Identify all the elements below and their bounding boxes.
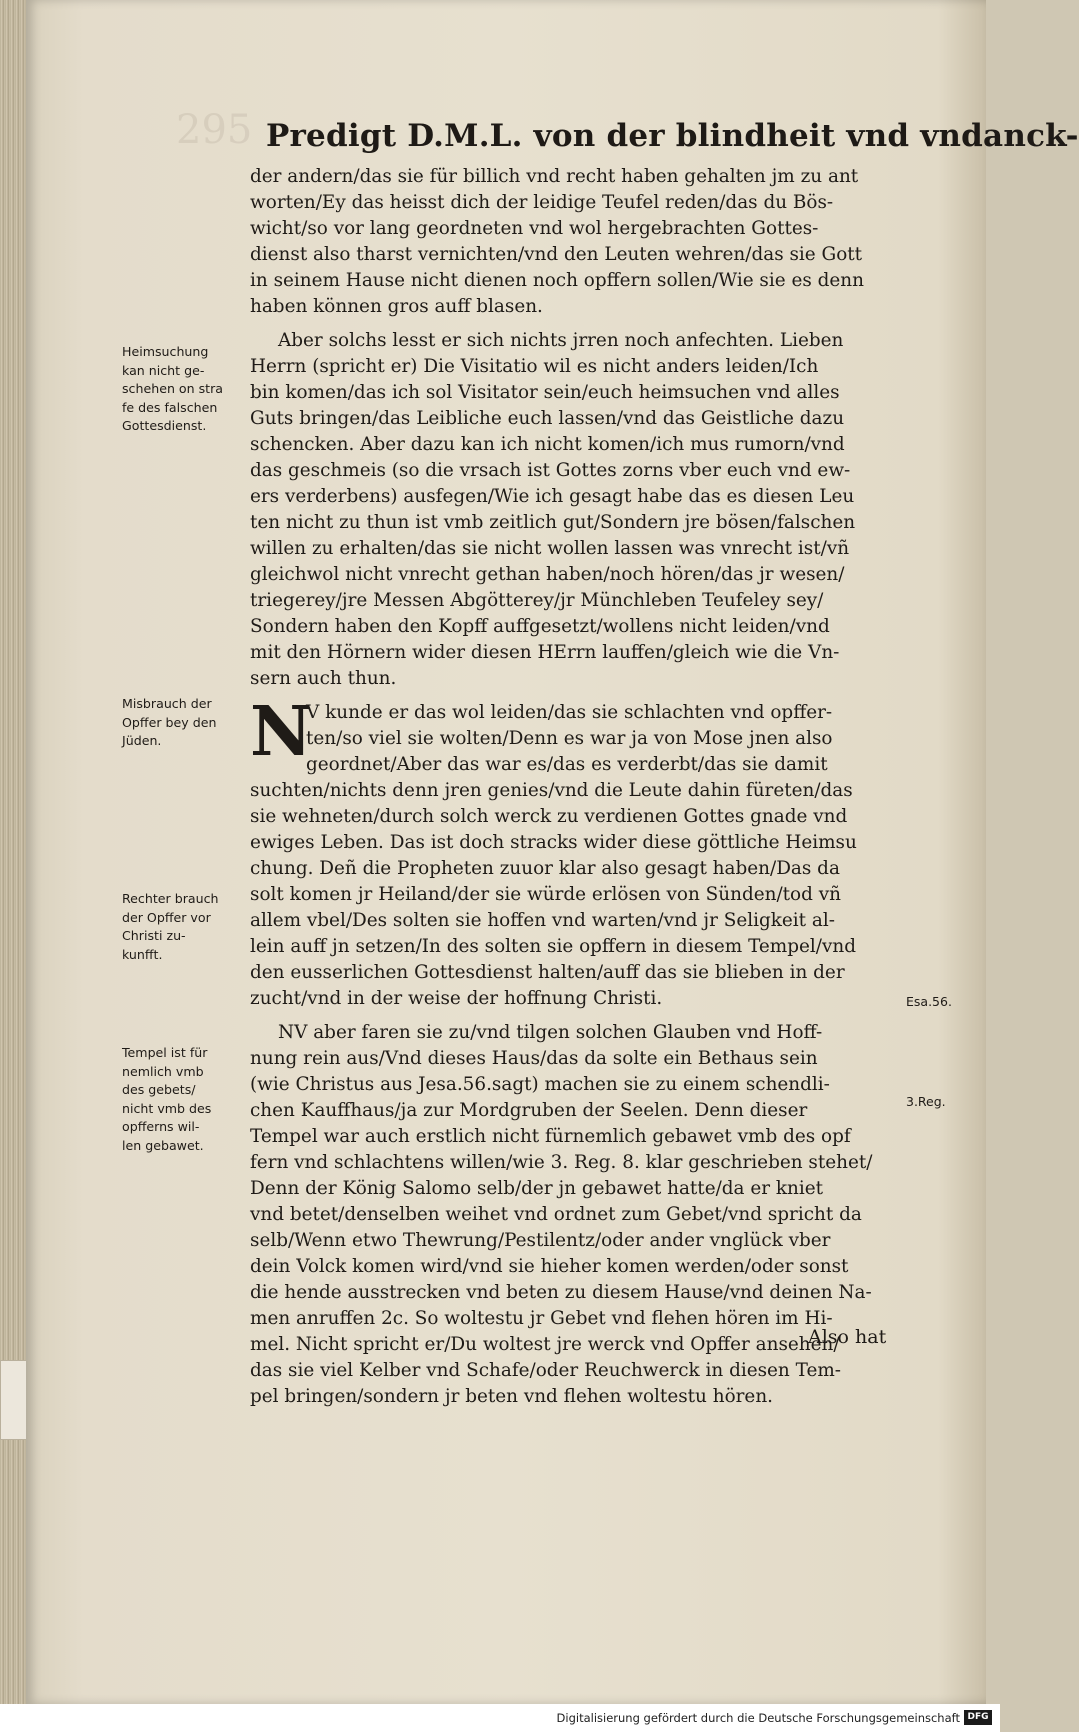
footer-credit: Digitalisierung gefördert durch die Deutsche Forschungsgemeinschaft bbox=[556, 1711, 960, 1725]
text-line: Tempel war auch erstlich nicht fürnemlich gebawet vmb des opf bbox=[250, 1126, 851, 1147]
text-line: pel bringen/sondern jr beten vnd flehen woltestu hören. bbox=[250, 1386, 774, 1407]
text-line: geordnet/Aber das war es/das es verderbt/das sie damit bbox=[306, 754, 828, 775]
margin-note-line: nicht vmb des bbox=[122, 1100, 212, 1116]
text-line: nung rein aus/Vnd dieses Haus/das da solte ein Bethaus sein bbox=[250, 1048, 818, 1069]
text-line: ten nicht zu thun ist vmb zeitlich gut/Sondern jre bösen/falschen bbox=[250, 512, 856, 533]
text-line: triegerey/jre Messen Abgötterey/jr Münchleben Teufeley sey/ bbox=[250, 590, 824, 611]
margin-note-line: der Opffer vor bbox=[122, 909, 211, 925]
right-margin-reference-reg: 3.Reg. bbox=[906, 1094, 946, 1109]
text-line: in seinem Hause nicht dienen noch opffern sollen/Wie sie es denn bbox=[250, 270, 864, 291]
right-margin-reference-esa: Esa.56. bbox=[906, 994, 952, 1009]
text-line: dienst also tharst vernichten/vnd den Leuten wehren/das sie Gott bbox=[250, 244, 863, 265]
text-line: das geschmeis (so die vrsach ist Gottes zorns vber euch vnd ew- bbox=[250, 460, 851, 481]
paragraph-3 bbox=[250, 692, 910, 1012]
margin-note-tempel bbox=[122, 1044, 246, 1155]
text-line: chen Kauffhaus/ja zur Mordgruben der Seelen. Denn dieser bbox=[250, 1100, 808, 1121]
margin-note-line: len gebawet. bbox=[122, 1137, 204, 1153]
text-line: worten/Ey das heisst dich der leidige Teufel reden/das du Bös- bbox=[250, 192, 834, 213]
text-line: zucht/vnd in der weise der hoffnung Christi. bbox=[250, 988, 663, 1009]
text-line: (wie Christus aus Jesa.56.sagt) machen sie zu einem schendli- bbox=[250, 1074, 830, 1095]
margin-note-line: Christi zu- bbox=[122, 928, 186, 943]
text-line: men anruffen 2c. So woltestu jr Gebet vnd flehen hören im Hi- bbox=[250, 1308, 833, 1329]
catchword: Also hat bbox=[808, 1326, 887, 1348]
text-line: suchten/nichts denn jren genies/vnd die Leute dahin füreten/das bbox=[250, 780, 853, 801]
running-header: Predigt D.M.L. von der blindheit vnd vndanck- bbox=[266, 118, 1079, 154]
paragraph-4 bbox=[250, 1020, 910, 1410]
drop-cap-initial: N bbox=[250, 692, 313, 772]
text-line: das sie viel Kelber vnd Schafe/oder Reuchwerck in diesen Tem- bbox=[250, 1360, 841, 1381]
margin-note-heimsuchung bbox=[122, 343, 246, 436]
text-line: schencken. Aber dazu kan ich nicht komen/ich mus rumorn/vnd bbox=[250, 434, 845, 455]
main-text-block bbox=[250, 164, 910, 1410]
text-line: selb/Wenn etwo Thewrung/Pestilentz/oder ander vnglück vber bbox=[250, 1230, 831, 1251]
footer-bar bbox=[0, 1704, 1000, 1732]
margin-note-line: fe des falschen bbox=[122, 399, 218, 415]
paragraph-1 bbox=[250, 164, 910, 320]
margin-note-line: schehen on stra bbox=[122, 381, 224, 396]
text-line: sie wehneten/durch solch werck zu verdienen Gottes gnade vnd bbox=[250, 806, 848, 827]
margin-note-line: Opffer bey den bbox=[122, 714, 217, 730]
text-line: gleichwol nicht vnrecht gethan haben/noch hören/das jr wesen/ bbox=[250, 564, 845, 585]
text-line: Denn der König Salomo selb/der jn gebawet hatte/da er kniet bbox=[250, 1178, 824, 1199]
margin-note-line: des gebets/ bbox=[122, 1082, 196, 1097]
text-line: lein auff jn setzen/In des solten sie opffern in diesem Tempel/vnd bbox=[250, 936, 856, 957]
text-line: vnd betet/denselben weihet vnd ordnet zum Gebet/vnd spricht da bbox=[250, 1204, 862, 1225]
margin-note-line: Gottesdienst. bbox=[122, 418, 207, 433]
text-line: Aber solchs lesst er sich nichts jrren noch anfechten. Lieben bbox=[278, 330, 844, 351]
text-line: solt komen jr Heiland/der sie würde erlösen von Sünden/tod vñ bbox=[250, 884, 841, 905]
margin-note-line: nemlich vmb bbox=[122, 1063, 204, 1079]
margin-note-line: Heimsuchung bbox=[122, 344, 209, 359]
text-line: sern auch thun. bbox=[250, 668, 397, 689]
text-line: bin komen/das ich sol Visitator sein/euch heimsuchen vnd alles bbox=[250, 382, 840, 403]
text-line: allem vbel/Des solten sie hoffen vnd warten/vnd jr Seligkeit al- bbox=[250, 910, 835, 931]
text-line: ers verderbens) ausfegen/Wie ich gesagt habe das es diesen Leu bbox=[250, 486, 855, 507]
text-line: fern vnd schlachtens willen/wie 3. Reg. 8. klar geschrieben stehet/ bbox=[250, 1152, 873, 1173]
dfg-logo: DFG bbox=[964, 1710, 992, 1725]
text-line: Guts bringen/das Leibliche euch lassen/vnd das Geistliche dazu bbox=[250, 408, 845, 429]
text-line: ten/so viel sie wolten/Denn es war ja von Mose jnen also bbox=[306, 728, 833, 749]
margin-note-line: Jüden. bbox=[122, 733, 162, 748]
text-line: Sondern haben den Kopff auffgesetzt/wollens nicht leiden/vnd bbox=[250, 616, 830, 637]
text-line: den eusserlichen Gottesdienst halten/auff das sie blieben in der bbox=[250, 962, 845, 983]
margin-note-line: Rechter brauch bbox=[122, 891, 219, 906]
margin-note-line: Misbrauch der bbox=[122, 696, 212, 711]
text-line: haben können gros auff blasen. bbox=[250, 296, 543, 317]
margin-note-line: kan nicht ge- bbox=[122, 362, 205, 378]
margin-note-misbrauch bbox=[122, 695, 246, 751]
text-line: V kunde er das wol leiden/das sie schlachten vnd opffer- bbox=[306, 702, 833, 723]
paragraph-2 bbox=[250, 328, 910, 692]
text-line: Herrn (spricht er) Die Visitatio wil es nicht anders leiden/Ich bbox=[250, 356, 819, 377]
text-line: willen zu erhalten/das sie nicht wollen lassen was vnrecht ist/vñ bbox=[250, 538, 850, 559]
margin-note-line: opfferns wil- bbox=[122, 1119, 200, 1134]
text-line: dein Volck komen wird/vnd sie hieher komen werden/oder sonst bbox=[250, 1256, 849, 1277]
text-line: ewiges Leben. Das ist doch stracks wider diese göttliche Heimsu bbox=[250, 832, 857, 853]
text-line: mit den Hörnern wider diesen HErrn lauffen/gleich wie die Vn- bbox=[250, 642, 840, 663]
text-line: wicht/so vor lang geordneten vnd wol hergebrachten Gottes- bbox=[250, 218, 819, 239]
margin-note-rechter-brauch bbox=[122, 890, 246, 964]
margin-note-line: Tempel ist für bbox=[122, 1045, 208, 1060]
text-line: chung. Deñ die Propheten zuuor klar also gesagt haben/Das da bbox=[250, 858, 840, 879]
bleed-through-text: 295 bbox=[176, 107, 253, 153]
margin-note-line: kunfft. bbox=[122, 946, 163, 962]
text-line: mel. Nicht spricht er/Du woltest jre werck vnd Opffer ansehen/ bbox=[250, 1334, 840, 1355]
text-line: die hende ausstrecken vnd beten zu diesem Hause/vnd deinen Na- bbox=[250, 1282, 872, 1303]
book-edge bbox=[0, 0, 26, 1732]
text-line: NV aber faren sie zu/vnd tilgen solchen Glauben vnd Hoff- bbox=[278, 1022, 823, 1043]
text-line: der andern/das sie für billich vnd recht haben gehalten jm zu ant bbox=[250, 166, 859, 187]
